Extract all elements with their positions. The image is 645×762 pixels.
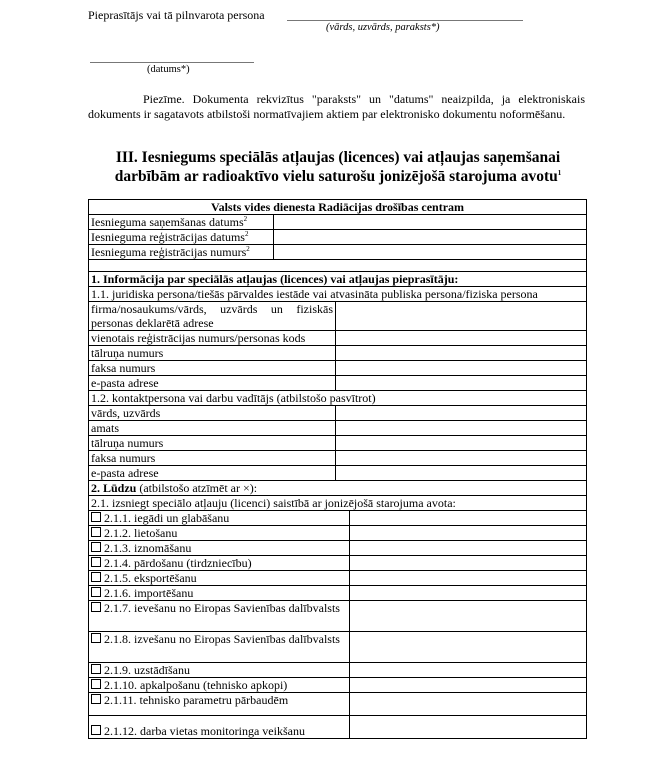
option-2-1-6[interactable]: 2.1.6. importēšanu	[89, 586, 350, 601]
office-row	[89, 245, 587, 260]
email-label: e-pasta adrese	[89, 376, 336, 391]
phone-field[interactable]	[336, 346, 587, 361]
contact-name-field[interactable]	[336, 406, 587, 421]
option-2-1-11[interactable]: 2.1.11. tehnisko parametru pārbaudēm	[89, 693, 350, 716]
table-row	[89, 302, 587, 331]
checkbox-icon[interactable]	[91, 679, 101, 689]
signature-line	[287, 20, 523, 21]
option-2-1-3-field[interactable]	[350, 541, 587, 556]
spacer-row	[89, 260, 587, 272]
option-2-1-2[interactable]: 2.1.2. lietošanu	[89, 526, 350, 541]
checkbox-row	[89, 678, 587, 693]
checkbox-icon[interactable]	[91, 587, 101, 597]
checkbox-row	[89, 556, 587, 571]
checkbox-row	[89, 601, 587, 632]
table-row	[89, 406, 587, 421]
table-row	[89, 346, 587, 361]
option-2-1-9-field[interactable]	[350, 663, 587, 678]
section-1-title: 1. Informācija par speciālās atļaujas (licences) vai atļaujas pieprasītāju:	[89, 272, 587, 287]
received-date-field[interactable]	[274, 215, 587, 230]
table-row	[89, 451, 587, 466]
checkbox-row	[89, 716, 587, 739]
registration-number-field[interactable]	[274, 245, 587, 260]
checkbox-row	[89, 571, 587, 586]
checkbox-icon[interactable]	[91, 542, 101, 552]
option-2-1-5[interactable]: 2.1.5. eksportēšanu	[89, 571, 350, 586]
registration-date-field[interactable]	[274, 230, 587, 245]
checkbox-row	[89, 632, 587, 663]
checkbox-icon[interactable]	[91, 602, 101, 612]
section-2-1-title: 2.1. izsniegt speciālo atļauju (licenci) saistībā ar jonizējošā starojuma avota:	[89, 496, 587, 511]
application-form-table	[88, 199, 587, 739]
section-1-2-title: 1.2. kontaktpersona vai darbu vadītājs (atbilstošo pasvītrot)	[89, 391, 587, 406]
table-row	[89, 421, 587, 436]
registration-code-label: vienotais reģistrācijas numurs/personas kods	[89, 331, 336, 346]
checkbox-icon[interactable]	[91, 527, 101, 537]
applicant-signature-label: Pieprasītājs vai tā pilnvarota persona	[88, 8, 265, 22]
checkbox-row	[89, 693, 587, 716]
electronic-document-note: Piezīme. Dokumenta rekvizītus "paraksts" un "datums" neaizpilda, ja elektroniskais dokuments ir sagatavots atbilstoši normatīvajiem aktiem par elektronisko dokumentu noformēšanu.	[88, 92, 585, 121]
contact-email-label: e-pasta adrese	[89, 466, 336, 481]
table-row	[89, 466, 587, 481]
company-name-field[interactable]	[336, 302, 587, 331]
signature-caption: (vārds, uzvārds, paraksts*)	[326, 22, 440, 33]
checkbox-icon[interactable]	[91, 664, 101, 674]
office-row	[89, 230, 587, 245]
contact-name-label: vārds, uzvārds	[89, 406, 336, 421]
checkbox-icon[interactable]	[91, 694, 101, 704]
position-field[interactable]	[336, 421, 587, 436]
section-title-line2: darbībām ar radioaktīvo vielu saturošu jonizējošā starojuma avotu	[114, 168, 558, 185]
office-row	[89, 215, 587, 230]
section-1-1-title: 1.1. juridiska persona/tiešās pārvaldes iestāde vai atvasināta publiska persona/fiziska persona	[89, 287, 587, 302]
contact-email-field[interactable]	[336, 466, 587, 481]
checkbox-row	[89, 526, 587, 541]
registration-code-field[interactable]	[336, 331, 587, 346]
table-row	[89, 376, 587, 391]
checkbox-row	[89, 663, 587, 678]
option-2-1-12-field[interactable]	[350, 716, 587, 739]
date-caption: (datums*)	[147, 64, 190, 75]
fax-label: faksa numurs	[89, 361, 336, 376]
option-2-1-3[interactable]: 2.1.3. iznomāšanu	[89, 541, 350, 556]
option-2-1-11-field[interactable]	[350, 693, 587, 716]
checkbox-row	[89, 541, 587, 556]
option-2-1-5-field[interactable]	[350, 571, 587, 586]
section-2-title: 2. Lūdzu (atbilstošo atzīmēt ar ×):	[89, 481, 587, 496]
contact-phone-label: tālruņa numurs	[89, 436, 336, 451]
contact-phone-field[interactable]	[336, 436, 587, 451]
table-row	[89, 436, 587, 451]
table-row	[89, 361, 587, 376]
option-2-1-10[interactable]: 2.1.10. apkalpošanu (tehnisko apkopi)	[89, 678, 350, 693]
checkbox-icon[interactable]	[91, 557, 101, 567]
contact-fax-field[interactable]	[336, 451, 587, 466]
date-line	[90, 62, 254, 63]
position-label: amats	[89, 421, 336, 436]
checkbox-icon[interactable]	[91, 725, 101, 735]
option-2-1-4-field[interactable]	[350, 556, 587, 571]
section-title-footnote: 1	[557, 168, 562, 177]
section-title	[88, 148, 588, 186]
fax-field[interactable]	[336, 361, 587, 376]
form-header: Valsts vides dienesta Radiācijas drošības centram	[89, 200, 587, 215]
email-field[interactable]	[336, 376, 587, 391]
option-2-1-2-field[interactable]	[350, 526, 587, 541]
office-row-label: Iesnieguma reģistrācijas datums$^2$	[89, 230, 274, 245]
checkbox-icon[interactable]	[91, 633, 101, 643]
phone-label: tālruņa numurs	[89, 346, 336, 361]
checkbox-icon[interactable]	[91, 572, 101, 582]
table-row	[89, 331, 587, 346]
option-2-1-12[interactable]: 2.1.12. darba vietas monitoringa veikšanu	[89, 716, 350, 739]
option-2-1-10-field[interactable]	[350, 678, 587, 693]
office-row-label: Iesnieguma saņemšanas datums$^2$	[89, 215, 274, 230]
option-2-1-8-field[interactable]	[350, 632, 587, 663]
checkbox-row	[89, 511, 587, 526]
option-2-1-9[interactable]: 2.1.9. uzstādīšanu	[89, 663, 350, 678]
option-2-1-4[interactable]: 2.1.4. pārdošanu (tirdzniecību)	[89, 556, 350, 571]
option-2-1-7-field[interactable]	[350, 601, 587, 632]
option-2-1-1[interactable]: 2.1.1. iegādi un glabāšanu	[89, 511, 350, 526]
checkbox-icon[interactable]	[91, 512, 101, 522]
office-row-label: Iesnieguma reģistrācijas numurs$^2$	[89, 245, 274, 260]
option-2-1-7[interactable]: 2.1.7. ievešanu no Eiropas Savienības dalībvalsts	[89, 601, 350, 632]
option-2-1-6-field[interactable]	[350, 586, 587, 601]
company-name-label: firma/nosaukums/vārds, uzvārds un fiziskās personas deklarētā adrese	[89, 302, 336, 331]
option-2-1-1-field[interactable]	[350, 511, 587, 526]
checkbox-row	[89, 586, 587, 601]
option-2-1-8[interactable]: 2.1.8. izvešanu no Eiropas Savienības dalībvalsts	[89, 632, 350, 663]
section-title-line1: III. Iesniegums speciālās atļaujas (licences) vai atļaujas saņemšanai	[115, 149, 561, 166]
contact-fax-label: faksa numurs	[89, 451, 336, 466]
